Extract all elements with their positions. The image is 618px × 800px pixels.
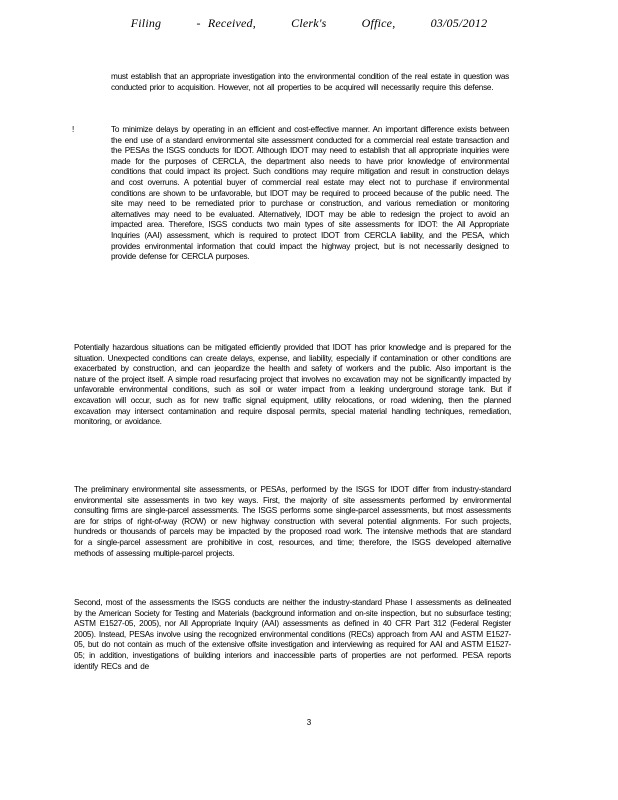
bullet-marker: !: [72, 125, 75, 134]
office-label: Office,: [361, 16, 396, 30]
page-number: 3: [306, 718, 312, 727]
filing-stamp-header: [0, 16, 618, 31]
paragraph-continued: must establish that an appropriate investigation into the environmental condition of the real estate in question was conducted prior to acquisition. However, not all properties to be acquired will necessarily require this defense.: [111, 72, 509, 92]
paragraph-pesa-differences: The preliminary environmental site assessments, or PESAs, performed by the ISGS for IDOT differ from industry-standard environmental site assessments in two key ways. First, the majority of site assessments performed by environmental consulting firms are single-parcel assessments. The ISGS performs some single-parcel assessments, but most assessments are for strips of right-of-way (ROW) or new highway construction with several potential alignments. For such projects, hundreds or thousands of parcels may be impacted by the proposed road work. The intensive methods that are standard for a single-parcel assessment are prohibitive in cost, resources, and time; therefore, the ISGS developed alternative methods of assessing multiple-parcel projects.: [74, 485, 511, 558]
paragraph-second-difference: Second, most of the assessments the ISGS conducts are neither the industry-standard Phase I assessments as delineated by the American Society for Testing and Materials (background information and on-site inspection, but no subsurface testing; ASTM E1527-05, 2005), nor All Appropriate Inquiry (AAI) assessments as defined in 40 CFR Part 312 (Federal Register 2005). Instead, PESAs involve using the recognized environmental conditions (RECs) approach from AAI and ASTM E1527-05, but do not contain as much of the extensive offsite investigation and interviewing as required for AAI and ASTM E1527-05; in addition, investigations of building interiors and inaccessible parts of properties are not performed. PESA reports identify RECs and de: [74, 598, 511, 671]
paragraph-minimize-delays: To minimize delays by operating in an efficient and cost-effective manner. An important difference exists between the end use of a standard environmental site assessment conducted for a commercial real estate transaction and the PESAs the ISGS conducts for IDOT. Although IDOT may need to establish that all appropriate inquiries were made for the purposes of CERCLA, the department also needs to have prior knowledge of environmental conditions that could impact its project. Such conditions may require mitigation and result in construction delays and cost overruns. A potential buyer of commercial real estate may elect not to purchase if environmental conditions are shown to be unfavorable, but IDOT may be required to proceed because of the public need. The site may need to be remediated prior to purchase or construction, and various remediation or monitoring alternatives may need to be evaluated. Alternatively, IDOT may be able to redesign the project to avoid an impacted area. Therefore, ISGS conducts two main types of site assessments for IDOT: the All Appropriate Inquiries (AAI) assessment, which is required to protect IDOT from CERCLA liability, and the PESA, which provides environmental information that could impact the highway project, but is not necessarily designed to provide defense for CERCLA purposes.: [111, 125, 509, 262]
received-label: - Received,: [196, 16, 256, 30]
paragraph-hazardous-situations: Potentially hazardous situations can be mitigated efficiently provided that IDOT has prior knowledge and is prepared for the situation. Unexpected conditions can create delays, expense, and liability, especially if contamination or other conditions are exacerbated by construction, and can jeopardize the health and safety of workers and the public. Also important is the nature of the project itself. A simple road resurfacing project that involves no excavation may not be significantly impacted by unfavorable environmental conditions, such as soil or water impact from a leaking underground storage tank. But if excavation will occur, such as for new traffic signal equipment, utility relocations, or road widening, then the planned excavation may intersect contamination and require disposal permits, special material handling techniques, remediation, monitoring, or avoidance.: [74, 343, 511, 427]
filing-label: Filing: [130, 16, 162, 30]
filing-date: 03/05/2012: [430, 16, 488, 30]
clerks-label: Clerk's: [291, 16, 327, 30]
